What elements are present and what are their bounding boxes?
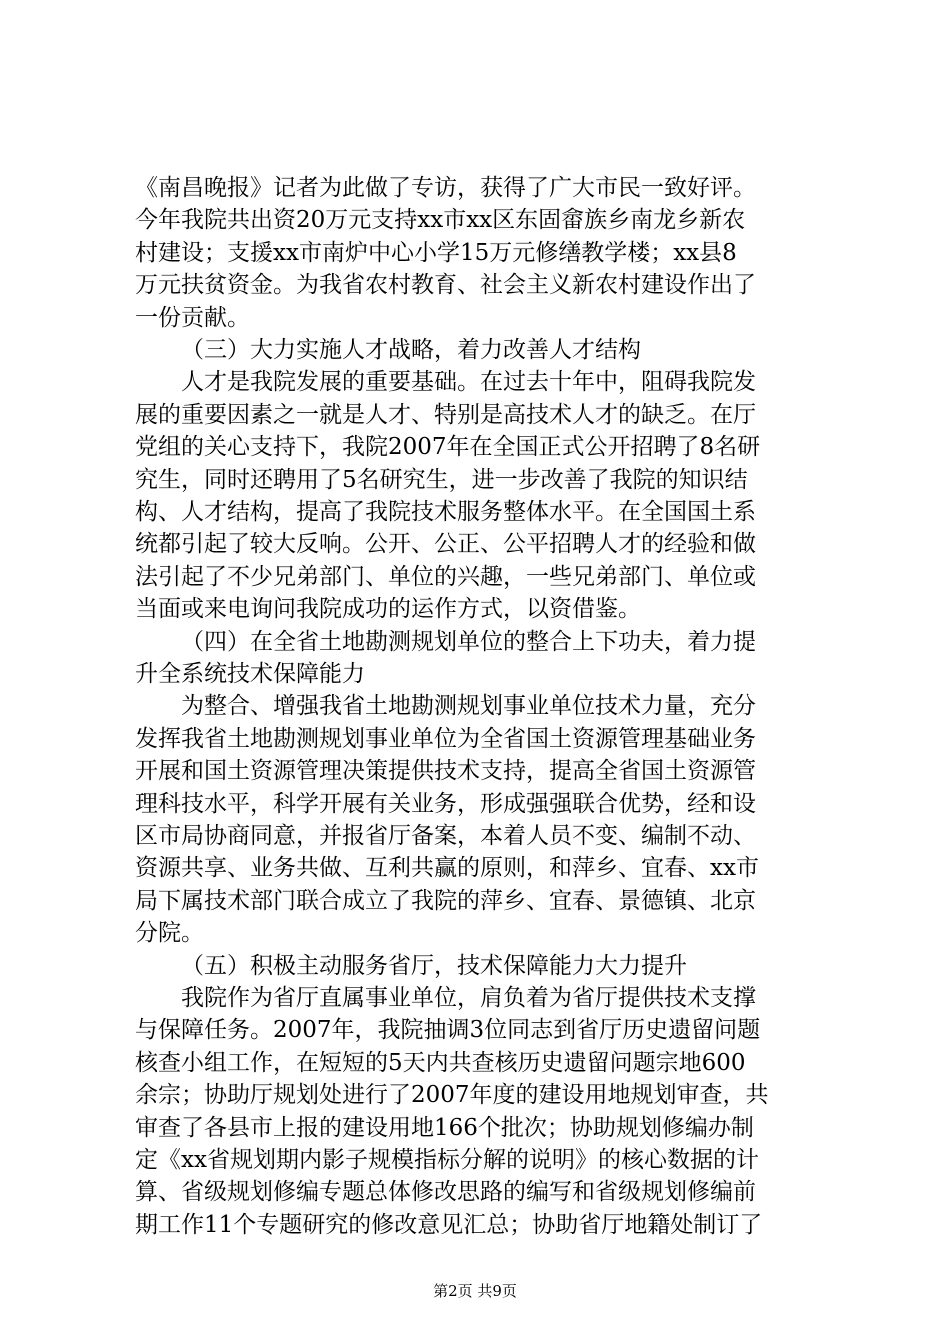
page-footer: 第2页 共9页 [433,1282,517,1300]
text-line: 定《xx省规划期内影子规模指标分解的说明》的核心数据的计 [135,1147,759,1173]
text-line: 一份贡献。 [135,304,250,331]
text-line: 统都引起了较大反响。公开、公正、公平招聘人才的经验和做 [135,531,756,558]
text-line: （三）大力实施人才战略，着力改善人才结构 [181,337,641,363]
text-line: 今年我院共出资20万元支持xx市xx区东固畲族乡南龙乡新农 [135,207,746,234]
text-line: 为整合、增强我省土地勘测规划事业单位技术力量，充分 [181,693,756,720]
text-line: 展的重要因素之一就是人才、特别是高技术人才的缺乏。在厅 [135,401,756,428]
text-line: 核查小组工作，在短短的5天内共查核历史遗留问题宗地600 [135,1049,746,1076]
text-line: 我院作为省厅直属事业单位，肩负着为省厅提供技术支撑 [181,985,756,1011]
text-line: （四）在全省土地勘测规划单位的整合上下功夫，着力提 [181,628,756,655]
text-line: 余宗；协助厅规划处进行了2007年度的建设用地规划审查，共 [135,1082,769,1109]
text-line: 当面或来电询问我院成功的运作方式，以资借鉴。 [135,596,641,623]
text-line: 法引起了不少兄弟部门、单位的兴趣，一些兄弟部门、单位或 [135,563,756,590]
text-line: 区市局协商同意，并报省厅备案，本着人员不变、编制不动、 [135,823,756,849]
text-line: 人才是我院发展的重要基础。在过去十年中，阻碍我院发 [181,369,756,396]
text-line: 局下属技术部门联合成立了我院的萍乡、宜春、景德镇、北京 [135,887,756,914]
text-line: 究生，同时还聘用了5名研究生，进一步改善了我院的知识结 [135,466,748,493]
text-line: 党组的关心支持下，我院2007年在全国正式公开招聘了8名研 [135,434,761,461]
text-line: 算、省级规划修编专题总体修改思路的编写和省级规划修编前 [135,1179,756,1206]
text-line: （五）积极主动服务省厅，技术保障能力大力提升 [181,952,687,979]
text-line: 村建设；支援xx市南炉中心小学15万元修缮教学楼；xx县8 [135,239,737,266]
text-line: 万元扶贫资金。为我省农村教育、社会主义新农村建设作出了 [135,272,756,299]
text-line: 开展和国土资源管理决策提供技术支持，提高全省国土资源管 [135,758,756,785]
text-line: 与保障任务。2007年，我院抽调3位同志到省厅历史遗留问题 [135,1017,761,1044]
text-line: 分院。 [135,920,204,947]
text-line: 资源共享、业务共做、互利共赢的原则，和萍乡、宜春、xx市 [135,855,759,882]
text-line: 《南昌晚报》记者为此做了专访，获得了广大市民一致好评。 [135,175,756,201]
text-line: 发挥我省土地勘测规划事业单位为全省国土资源管理基础业务 [135,725,756,752]
text-line: 期工作11个专题研究的修改意见汇总；协助省厅地籍处制订了 [135,1211,763,1238]
text-line: 审查了各县市上报的建设用地166个批次；协助规划修编办制 [135,1114,754,1141]
text-line: 理科技水平，科学开展有关业务，形成强强联合优势，经和设 [135,790,756,817]
text-line: 升全系统技术保障能力 [135,661,365,687]
text-line: 构、人才结构，提高了我院技术服务整体水平。在全国国土系 [135,499,756,525]
